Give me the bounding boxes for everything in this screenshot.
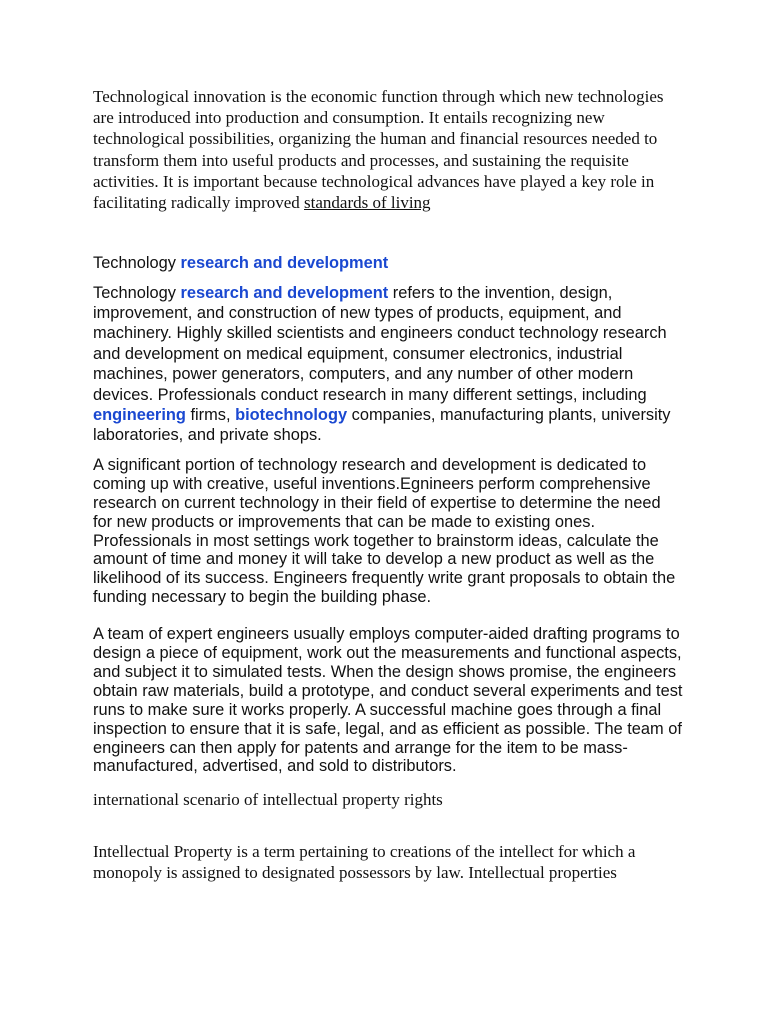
standards-of-living-link[interactable]: standards of living [304, 193, 431, 213]
rd-para1-text-1: Technology [93, 283, 181, 302]
document-page [93, 86, 683, 883]
rd-para1-text-3: firms, [185, 406, 236, 425]
rd-heading-prefix: Technology [93, 254, 181, 273]
biotechnology-link[interactable]: biotechnology [235, 406, 348, 425]
ip-paragraph: Intellectual Property is a term pertaining to creations of the intellect for which a monopoly is assigned to designated possessors by law. Intellectual properties [93, 841, 636, 882]
engineering-link[interactable]: engineering [93, 406, 186, 425]
rd-paragraph-3: A team of expert engineers usually employs computer-aided drafting programs to design a piece of equipment, work out the measurements and functional aspects, and subject it to simulated tests. When the design shows promise, the engineers obtain raw materials, build a prototype, and conduct several experiments and test runs to make sure it works properly. A successful machine goes through a final inspection to ensure that it is safe, legal, and as efficient as possible. The team of engineers can then apply for patents and arrange for the item to be mass-manufactured, advertised, and sold to distributors. [93, 625, 683, 776]
rd-paragraph-1 [93, 283, 683, 446]
intro-paragraph [93, 86, 683, 213]
rd-paragraph-2: A significant portion of technology research and development is dedicated to coming up with creative, useful inventions.Egnineers perform comprehensive research on current technology in their field of expertise to determine the need for new products or improvements that can be made to existing ones. Professionals in most settings work together to brainstorm ideas, calculate the amount of time and money it will take to develop a new product as well as the likelihood of its success. Engineers frequently write grant proposals to obtain the funding necessary to begin the building phase. [93, 455, 676, 607]
research-and-development-link[interactable]: research and development [180, 283, 389, 302]
rd-heading [93, 253, 683, 273]
rd-para1-text-2: refers to the invention, design, improvement, and construction of new types of products, equipment, and machinery. Highly skilled scientists and engineers conduct technology research and development on medical equipment, consumer electronics, industrial machines, power generators, computers, and any number of other modern devices. Professionals conduct research in many different settings, including [93, 283, 667, 404]
rd-para1-text-4: companies, manufacturing plants, university laboratories, and private shops. [93, 406, 671, 445]
rd-heading-link[interactable]: research and development [180, 254, 389, 273]
intro-text: Technological innovation is the economic function through which new technologies are introduced into production and consumption. It entails recognizing new technological possibilities, organizing the human and financial resources needed to transform them into useful products and processes, and sustaining the requisite activities. It is important because technological advances have played a key role in facilitating radically improved [93, 87, 664, 213]
ipr-heading: international scenario of intellectual property rights [93, 790, 443, 810]
